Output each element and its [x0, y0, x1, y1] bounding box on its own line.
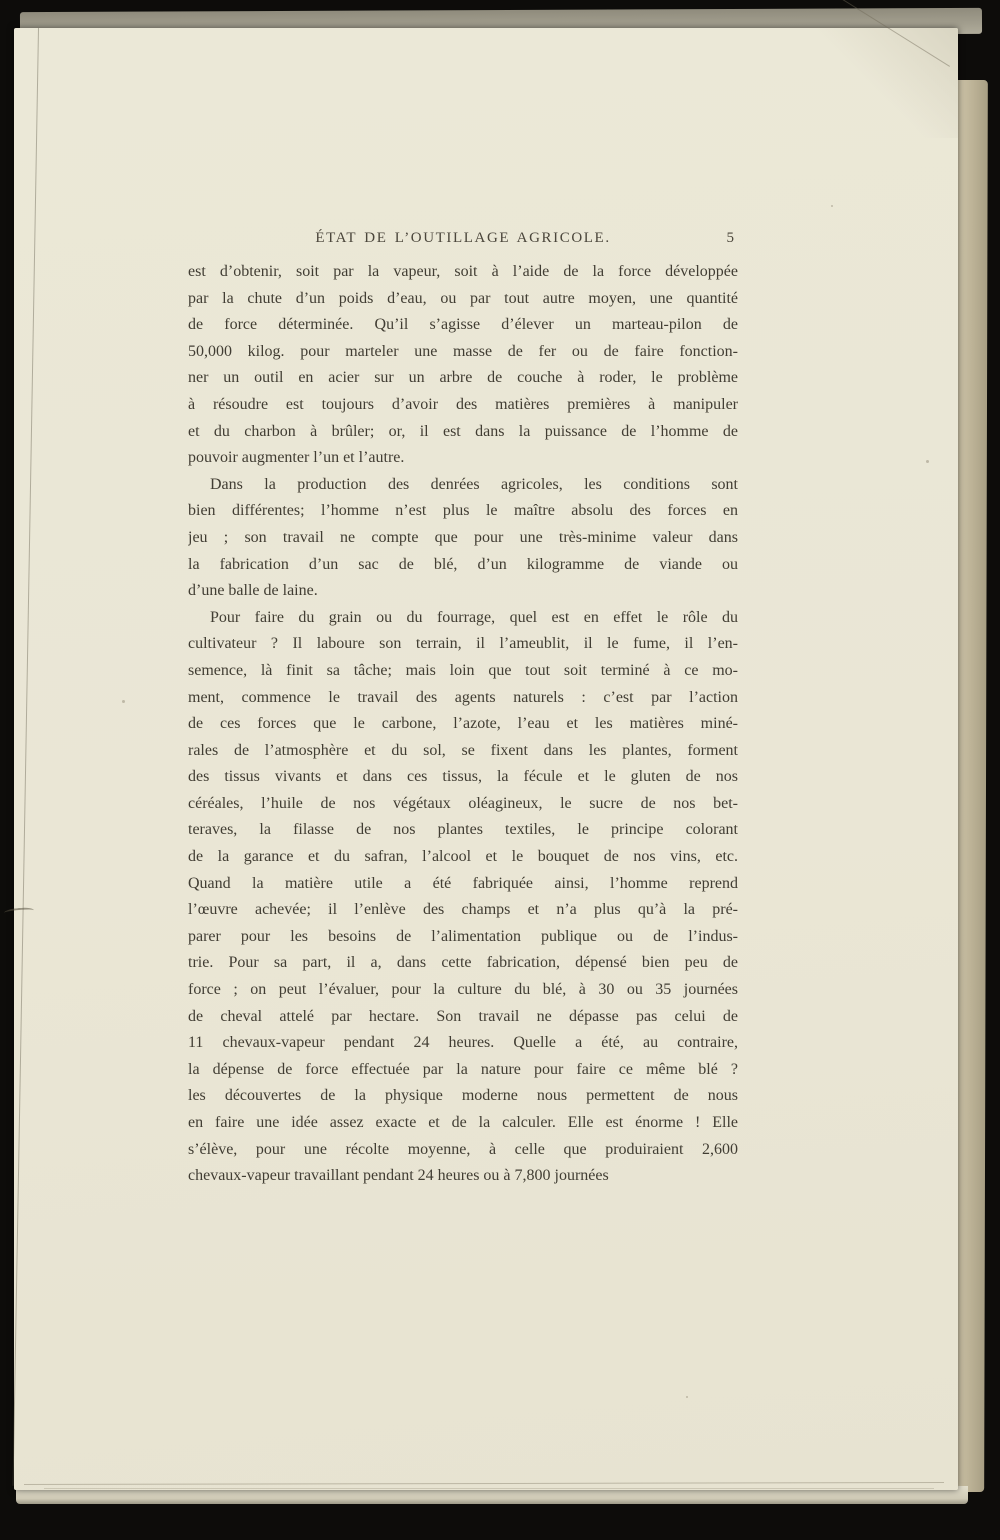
paper-speck — [926, 460, 929, 463]
text-line: et du charbon à brûler; or, il est dans la puissance de l’homme de — [188, 422, 738, 440]
text-line: semence, là finit sa tâche; mais loin que tout soit terminé à ce mo- — [188, 661, 738, 679]
paper-speck — [122, 700, 125, 703]
text-line: rales de l’atmosphère et du sol, se fixent dans les plantes, forment — [188, 741, 738, 759]
text-line: s’élève, pour une récolte moyenne, à celle que produiraient 2,600 — [188, 1140, 738, 1158]
text-line: de ces forces que le carbone, l’azote, l’eau et les matières miné- — [188, 715, 738, 733]
page-body — [188, 259, 738, 1190]
bottom-seam — [24, 1482, 944, 1485]
text-line: trie. Pour sa part, il a, dans cette fabrication, dépensé bien peu de — [188, 954, 738, 972]
text-line: de cheval attelé par hectare. Son travail ne dépasse pas celui de — [188, 1007, 738, 1025]
text-line: force ; on peut l’évaluer, pour la culture du blé, à 30 ou 35 journées — [188, 981, 738, 999]
body-paragraph — [188, 605, 738, 1190]
running-head-title: ÉTAT DE L’OUTILLAGE AGRICOLE. — [315, 230, 611, 246]
text-line: des tissus vivants et dans ces tissus, la fécule et le gluten de nos — [188, 768, 738, 786]
text-line: de la garance et du safran, l’alcool et le bouquet de nos vins, etc. — [188, 848, 738, 866]
text-line: la fabrication d’un sac de blé, d’un kilogramme de viande ou — [188, 555, 738, 573]
text-line: par la chute d’un poids d’eau, ou par tout autre moyen, une quantité — [188, 289, 738, 307]
text-line: ner un outil en acier sur un arbre de couche à roder, le problème — [188, 369, 738, 387]
paper-speck — [686, 1396, 688, 1398]
text-line: les découvertes de la physique moderne nous permettent de nous — [188, 1087, 738, 1105]
text-line: céréales, l’huile de nos végétaux oléagineux, le sucre de nos bet- — [188, 794, 738, 812]
text-line: chevaux-vapeur travaillant pendant 24 heures ou à 7,800 journées — [188, 1167, 609, 1185]
running-head — [188, 230, 738, 252]
text-line: l’œuvre achevée; il l’enlève des champs et n’a plus qu’à la pré- — [188, 901, 738, 919]
text-line: 50,000 kilog. pour marteler une masse de fer ou de faire fonction- — [188, 342, 738, 360]
text-line: est d’obtenir, soit par la vapeur, soit à l’aide de la force développée — [188, 263, 738, 280]
gutter-crease — [13, 28, 39, 1486]
text-line: la dépense de force effectuée par la nature pour faire ce même blé ? — [188, 1060, 738, 1078]
text-line: Pour faire du grain ou du fourrage, quel est en effet le rôle du — [210, 608, 738, 626]
text-line: Quand la matière utile a été fabriquée ainsi, l’homme reprend — [188, 874, 738, 892]
text-line: bien différentes; l’homme n’est plus le maître absolu des forces en — [188, 502, 738, 520]
scanned-page — [14, 28, 958, 1490]
text-line: d’une balle de laine. — [188, 582, 318, 600]
text-line: pouvoir augmenter l’un et l’autre. — [188, 449, 405, 467]
text-line: 11 chevaux-vapeur pendant 24 heures. Quelle a été, au contraire, — [188, 1034, 738, 1052]
paper-speck — [831, 205, 833, 207]
text-line: jeu ; son travail ne compte que pour une très-minime valeur dans — [188, 528, 738, 546]
body-paragraph — [188, 259, 738, 472]
corner-fold — [808, 28, 958, 138]
text-line: teraves, la filasse de nos plantes textiles, le principe colorant — [188, 821, 738, 839]
body-paragraph — [188, 472, 738, 605]
text-line: de force déterminée. Qu’il s’agisse d’élever un marteau-pilon de — [188, 316, 738, 334]
text-line: à résoudre est toujours d’avoir des matières premières à manipuler — [188, 395, 738, 413]
page-number: 5 — [726, 230, 734, 246]
text-line: parer pour les besoins de l’alimentation publique ou de l’indus- — [188, 927, 738, 945]
text-line: en faire une idée assez exacte et de la calculer. Elle est énorme ! Elle — [188, 1114, 738, 1131]
text-line: Dans la production des denrées agricoles, les conditions sont — [210, 475, 738, 493]
text-line: ment, commence le travail des agents naturels : c’est par l’action — [188, 688, 738, 706]
crease-tick-mark — [4, 907, 34, 917]
bottom-seam-faint — [44, 1488, 934, 1489]
text-line: cultivateur ? Il laboure son terrain, il l’ameublit, il le fume, il l’en- — [188, 635, 738, 653]
